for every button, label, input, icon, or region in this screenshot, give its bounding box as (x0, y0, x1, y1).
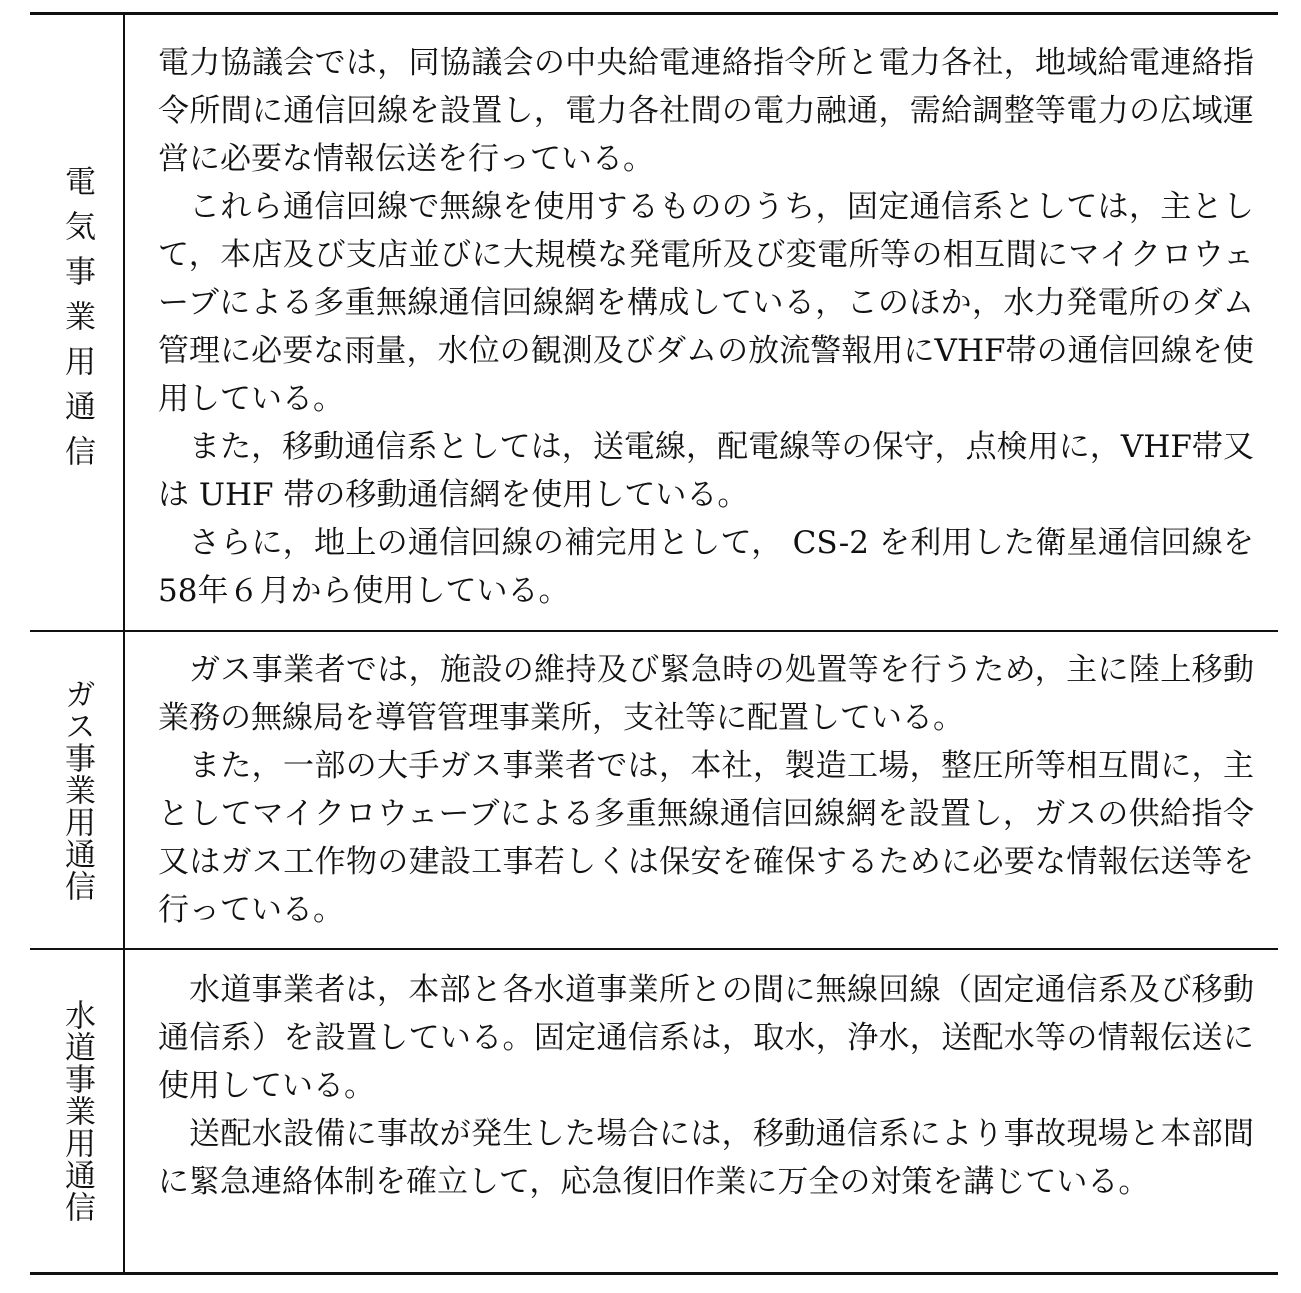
paragraph: これら通信回線で無線を使用するもののうち，固定通信系としては，主として，本店及び支店並びに大規模な発電所及び変電所等の相互間にマイクロウェーブによる多重無線通信回線網を構成している，このほか，水力発電所のダム管理に必要な雨量，水位の観測及びダムの放流警報用にVHF帯の通信回線を使用している。 (158, 189, 1254, 417)
section-electric-power (30, 15, 1278, 632)
section-label-cell (30, 632, 125, 948)
communications-table (30, 12, 1278, 1275)
section-label-cell (30, 950, 125, 1272)
section-content (125, 950, 1278, 1272)
paragraph: ガス事業者では，施設の維持及び緊急時の処置等を行うため，主に陸上移動業務の無線局を導管管理事業所，支社等に配置している。 (158, 652, 1254, 736)
section-label-cell (30, 15, 125, 630)
section-water (30, 950, 1278, 1272)
section-label: 水道事業用通信 (59, 999, 95, 1223)
paragraph: 水道事業者は，本部と各水道事業所との間に無線回線（固定通信系及び移動通信系）を設置している。固定通信系は，取水，浄水，送配水等の情報伝送に使用している。 (158, 972, 1254, 1104)
section-label: ガス事業用通信 (59, 678, 95, 902)
section-content (125, 15, 1278, 630)
paragraph: 電力協議会では，同協議会の中央給電連絡指令所と電力各社，地域給電連絡指令所間に通信回線を設置し，電力各社間の電力融通，需給調整等電力の広域運営に必要な情報伝送を行っている。 (158, 45, 1254, 177)
section-content (125, 632, 1278, 948)
paragraph: また，一部の大手ガス事業者では，本社，製造工場，整圧所等相互間に，主としてマイクロウェーブによる多重無線通信回線網を設置し，ガスの供給指令又はガス工作物の建設工事若しくは保安を確保するために必要な情報伝送等を行っている。 (158, 748, 1254, 928)
paragraph: 送配水設備に事故が発生した場合には，移動通信系により事故現場と本部間に緊急連絡体制を確立して，応急復旧作業に万全の対策を講じている。 (158, 1116, 1254, 1200)
section-label: 電気事業用通信 (59, 165, 95, 480)
section-gas (30, 632, 1278, 950)
paragraph: さらに，地上の通信回線の補完用として， CS-2 を利用した衛星通信回線を58年６月から使用している。 (158, 525, 1254, 609)
paragraph: また，移動通信系としては，送電線，配電線等の保守，点検用に，VHF帯又は UHF 帯の移動通信網を使用している。 (158, 429, 1254, 513)
